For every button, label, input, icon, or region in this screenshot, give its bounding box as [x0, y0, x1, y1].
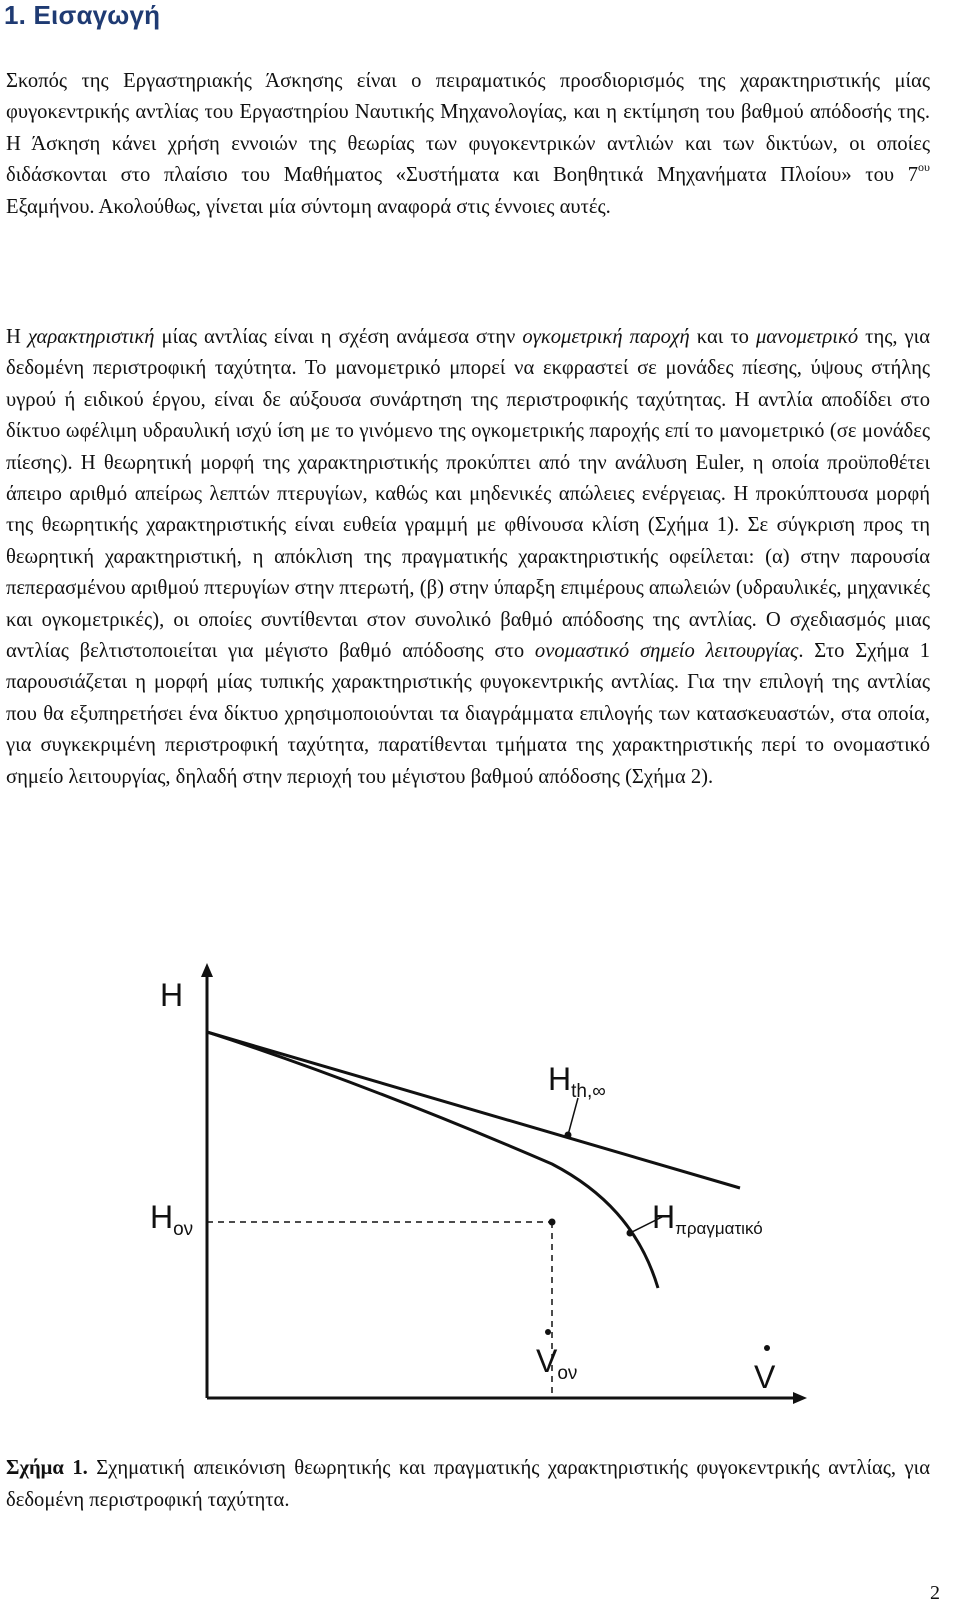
nominal-head-label: [150, 1199, 193, 1240]
p2-text-5: . Στο Σχήμα 1 παρουσιάζεται η μορφή μίας τυπικής χαρακτηριστικής φυγοκεντρικής αντλίας. Για την επιλογή της αντλίας που θα εξυπηρετήσει ένα δίκτυο χρησιμοποιούνται τα διαγράμματα επιλογής των κατασκευαστών, στα οποία, για συγκεκριμένη περιστροφική ταχύτητα, παρατίθενται τμήματα της χαρακτηριστικής περί το ονομαστικό σημείο λειτουργίας, δηλαδή στην περιοχή του μέγιστου βαθμού απόδοσης (Σχήμα 2).: [6, 640, 931, 788]
actual-label-sub: πραγματικό: [675, 1219, 763, 1238]
nominal-flow-dot: [545, 1329, 551, 1335]
term-head: μανομετρικό: [755, 326, 859, 348]
theoretical-characteristic-line: [207, 1032, 740, 1188]
nominal-flow-label: [536, 1343, 577, 1384]
characteristic-paragraph: [6, 322, 930, 793]
pump-characteristic-figure: [0, 960, 960, 1430]
caption-label: Σχήμα 1.: [6, 1457, 88, 1479]
ordinal-superscript: ου: [918, 160, 930, 175]
nominal-flow-label-sub: ον: [557, 1363, 578, 1384]
theoretical-label-sub: th,∞: [571, 1081, 606, 1102]
nominal-flow-label-main: V: [536, 1343, 558, 1379]
nominal-head-label-sub: ον: [173, 1219, 194, 1240]
x-axis-dot: [764, 1345, 770, 1351]
page-number: 2: [930, 1582, 940, 1604]
p2-text-2: μίας αντλίας είναι η σχέση ανάμεσα στην: [154, 326, 523, 348]
caption-text: Σχηματική απεικόνιση θεωρητικής και πραγματικής χαρακτηριστικής φυγοκεντρικής αντλίας, για δεδομένη περιστροφική ταχύτητα.: [6, 1457, 930, 1511]
theoretical-leader-line: [568, 1098, 578, 1135]
theoretical-label-main: H: [548, 1061, 572, 1097]
y-axis-label: H: [160, 977, 184, 1013]
p2-text-3: και το: [689, 326, 756, 348]
section-heading: 1. Εισαγωγή: [4, 0, 161, 30]
theoretical-label: [548, 1061, 606, 1102]
figure-caption: [6, 1452, 930, 1516]
term-characteristic: χαρακτηριστική: [27, 326, 155, 348]
actual-label: [652, 1199, 763, 1238]
p2-text-1: Η: [6, 326, 28, 348]
intro-text-2: Εξαμήνου. Ακολούθως, γίνεται μία σύντομη αναφορά στις έννοιες αυτές.: [6, 195, 611, 218]
p2-text-4: της, για δεδομένη περιστροφική ταχύτητα. Το μανομετρικό μπορεί να εκφραστεί σε μονάδες πίεσης, ύψους στήλης υγρού ή ειδικού έργου, είναι δε αύξουσα συνάρτηση της περιστροφικής ταχύτητας. Η αντλία αποδίδει στο δίκτυο ωφέλιμη υδραυλική ισχύ ίση με το γινόμενο της ογκομετρικής παροχής επί το μανομετρικό (σε μονάδες πίεσης). Η θεωρητική μορφή της χαρακτηριστικής προκύπτει από την ανάλυση Euler, η οποία προϋποθέτει άπειρο αριθμό απείρως λεπτών πτερυγίων, καθώς και μηδενικές απώλειες ενέργειας. Η προκύπτουσα μορφή της θεωρητικής χαρακτηριστικής είναι ευθεία γραμμή με φθίνουσα κλίση (Σχήμα 1). Σε σύγκριση προς τη θεωρητική χαρακτηριστική, η απόκλιση της πραγματικής χαρακτηριστικής οφείλεται: (α) στην παρουσία πεπερασμένου αριθμού πτερυγίων στην πτερωτή, (β) στην ύπαρξη επιμέρους απωλειών (υδραυλικές, μηχανικές και ογκομετρικές), οι οποίες συντίθενται στον συνολικό βαθμό απόδοσης της αντλίας. Ο σχεδιασμός μιας αντλίας βελτιστοποιείται για μέγιστο βαθμό απόδοσης στο: [6, 326, 930, 663]
intro-text-1: Σκοπός της Εργαστηριακής Άσκησης είναι ο πειραματικός προσδιορισμός της χαρακτηριστικής μίας φυγοκεντρικής αντλίας του Εργαστηρίου Ναυτικής Μηχανολογίας, και η εκτίμηση του βαθμού απόδοσής της. Η Άσκηση κάνει χρήση εννοιών της θεωρίας των φυγοκεντρικών αντλιών και των δικτύων, οι οποίες διδάσκονται στο πλαίσιο του Μαθήματος «Συστήματα και Βοηθητικά Μηχανήματα Πλοίου» του 7: [6, 70, 930, 187]
x-axis-label: V: [754, 1359, 776, 1395]
term-nominal-point: ονομαστικό σημείο λειτουργίας: [534, 640, 799, 663]
actual-label-main: H: [652, 1199, 676, 1235]
actual-characteristic-curve: [207, 1032, 658, 1288]
term-volumetric-flow: ογκομετρική παροχή: [522, 326, 690, 348]
intro-paragraph: [6, 66, 930, 223]
nominal-head-label-main: H: [150, 1199, 174, 1235]
nominal-point: [549, 1219, 556, 1226]
